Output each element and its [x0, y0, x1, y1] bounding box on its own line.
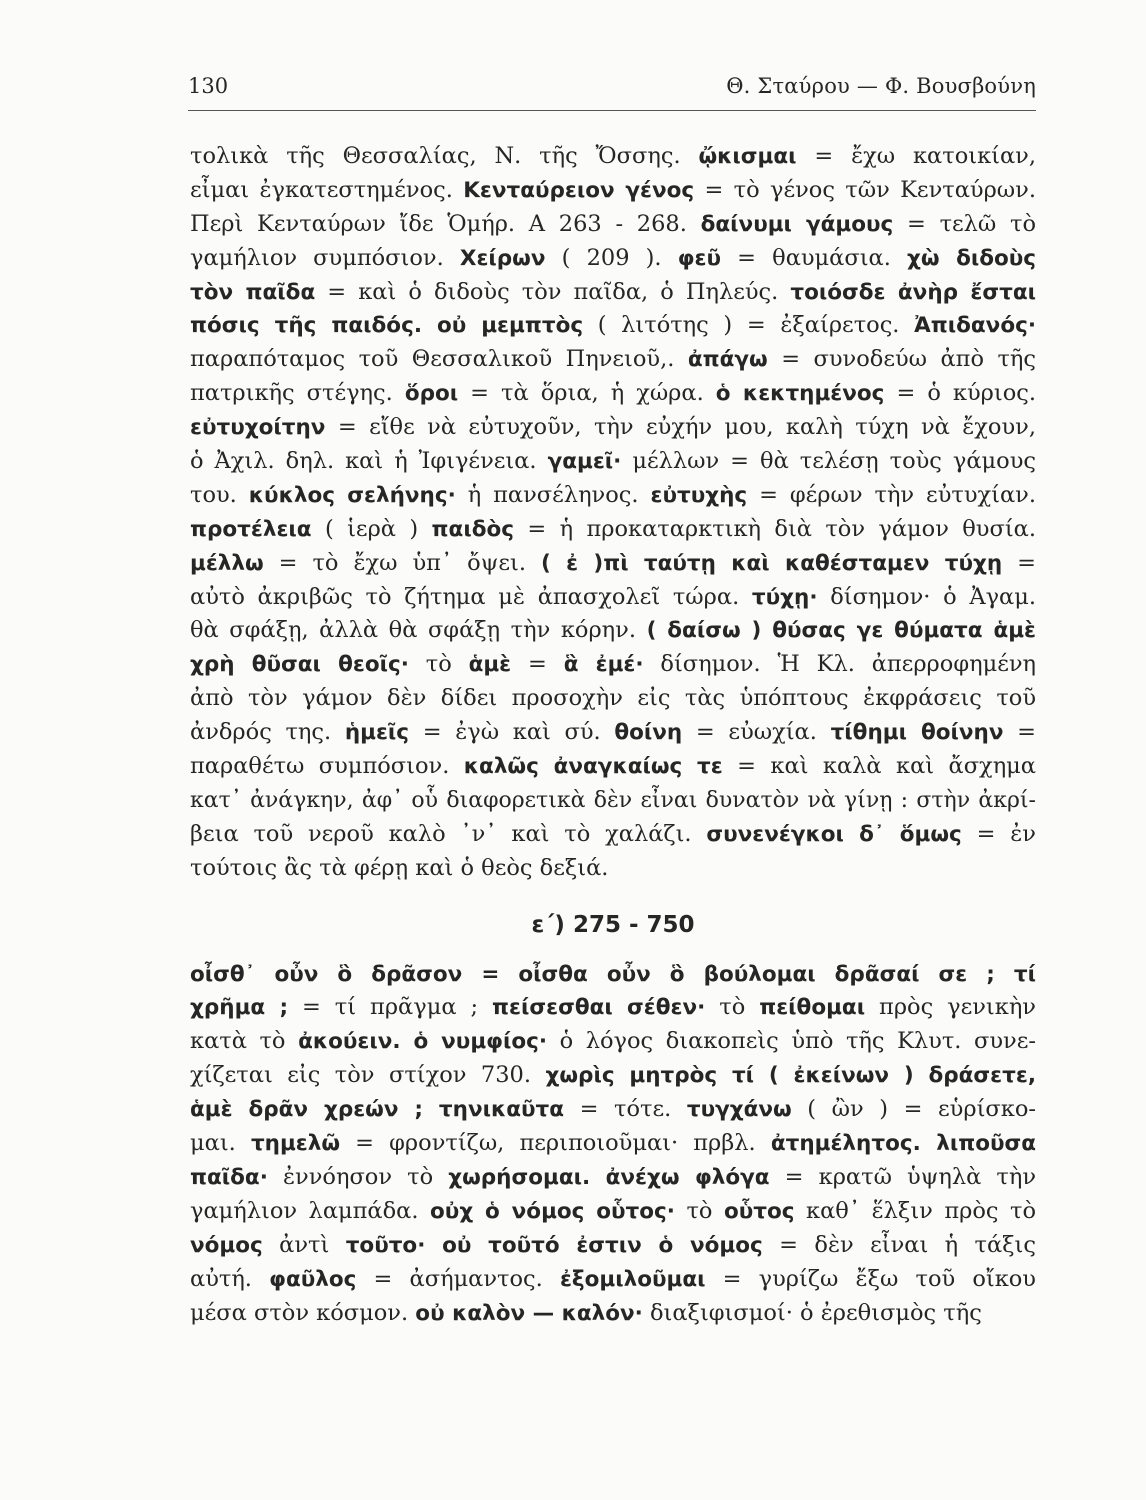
lemma-term: φαῦλος — [269, 1266, 357, 1292]
page-header — [188, 74, 1036, 102]
text-line — [190, 1093, 1036, 1127]
lemma-term: τοιόσδε ἀνὴρ ἔσται — [790, 279, 1036, 305]
gloss-text: δίσημον· ὁ Ἀγαμ. — [817, 583, 1037, 610]
gloss-text: μέσα στὸν κόσμον. — [190, 1299, 416, 1326]
lemma-term: χρῆμα ; — [190, 995, 289, 1021]
gloss-text: αὐτὸ ἀκριβῶς τὸ ζήτημα μὲ ἀπασχολεῖ τώρα. — [190, 583, 752, 610]
lemma-term: ὅροι — [404, 381, 459, 407]
text-line — [190, 140, 1036, 174]
lemma-term: φεῦ — [677, 245, 722, 271]
gloss-text: = καὶ ὁ διδοὺς τὸν παῖδα, ὁ Πηλεύς. — [315, 278, 791, 305]
page-number: 130 — [188, 74, 229, 98]
gloss-text: τολικὰ τῆς Θεσσαλίας, Ν. τῆς Ὄσσης. — [190, 143, 699, 169]
text-line — [190, 479, 1036, 513]
gloss-text: ἀντὶ — [262, 1231, 346, 1258]
gloss-text: ( 209 ). — [545, 244, 678, 271]
header-rule — [188, 110, 1036, 111]
text-line — [190, 1059, 1036, 1093]
gloss-text: ὁ λόγος διακοπεὶς ὑπὸ τῆς Κλυτ. συνε- — [547, 1028, 1036, 1055]
lemma-term: ἀτημέλητος. λιποῦσα — [770, 1131, 1037, 1157]
gloss-text: = τί πρᾶγμα ; — [288, 994, 493, 1021]
text-line — [190, 445, 1036, 479]
text-line — [190, 276, 1036, 310]
lemma-term: ἃ ἐμέ· — [563, 652, 644, 678]
gloss-text: χίζεται εἰς τὸν στίχον 730. — [190, 1062, 546, 1089]
lemma-term: τὸν παῖδα — [190, 279, 316, 305]
lemma-term: οὗτος — [723, 1198, 795, 1224]
lemma-term: παιδὸς — [431, 516, 514, 542]
text-line — [190, 513, 1036, 547]
gloss-text: ἐννόησον τὸ — [267, 1163, 449, 1190]
gloss-text: ( ὢν ) = εὑρίσκο- — [791, 1096, 1036, 1123]
gloss-text: = γυρίζω ἔξω τοῦ οἴκου — [705, 1265, 1036, 1292]
gloss-text: = — [1003, 719, 1036, 746]
lemma-term: εὐτυχὴς — [650, 482, 748, 508]
text-line — [190, 818, 1036, 852]
gloss-text: γαμήλιον συμπόσιον. — [190, 244, 460, 271]
gloss-text: διαξιφισμοί· ὁ ἐρεθισμὸς τῆς — [642, 1299, 982, 1326]
text-line — [190, 648, 1036, 682]
lemma-term: πείθομαι — [759, 995, 866, 1021]
lemma-term: ἀπάγω — [687, 347, 768, 373]
gloss-text: = ἔχω κατοικίαν, — [796, 143, 1036, 169]
running-head: Θ. Σταύρου — Φ. Βουσβούνη — [726, 74, 1036, 98]
gloss-text: εἶμαι ἐγκατεστημένος. — [190, 176, 464, 203]
text-line — [190, 343, 1036, 377]
gloss-text: = εἴθε νὰ εὐτυχοῦν, τὴν εὐχήν μου, καλὴ τύχη νὰ ἔχουν, — [325, 414, 1036, 441]
text-line — [190, 958, 1036, 992]
text-line — [190, 852, 1036, 886]
text-line — [190, 581, 1036, 615]
gloss-text: = καὶ καλὰ καὶ ἄσχημα — [722, 753, 1036, 780]
lemma-term: συνενέγκοι δ᾽ ὅμως — [706, 821, 962, 847]
text-line — [190, 991, 1036, 1025]
lemma-term: μέλλω — [190, 550, 264, 576]
gloss-text: παραπόταμος τοῦ Θεσσαλικοῦ Πηνειοῦ,. — [190, 346, 688, 373]
gloss-text: ( λιτότης ) = ἐξαίρετος. — [583, 312, 915, 339]
gloss-text: = συνοδεύω ἀπὸ τῆς — [767, 346, 1036, 373]
text-line — [190, 174, 1036, 208]
gloss-text: = ἐν — [961, 820, 1036, 847]
gloss-text: ἀπὸ τὸν γάμον δὲν δίδει προσοχὴν εἰς τὰς ὑπόπτους ἐκφράσεις τοῦ — [190, 685, 1036, 712]
text-line — [190, 1195, 1036, 1229]
lemma-term: ὁ κεκτημένος — [715, 381, 885, 407]
text-line — [190, 750, 1036, 784]
text-line — [190, 377, 1036, 411]
lemma-term: ( δαίσω ) θύσας γε θύματα ἁμὲ — [646, 618, 1036, 644]
text-line — [190, 1161, 1036, 1195]
text-line — [190, 614, 1036, 648]
text-line — [190, 716, 1036, 750]
gloss-text: κατὰ τὸ — [190, 1028, 299, 1055]
gloss-text: μαι. — [190, 1130, 251, 1157]
gloss-text: = τὸ γένος τῶν Κενταύρων. — [694, 176, 1036, 203]
gloss-text: τὸ — [408, 651, 469, 678]
text-line — [190, 682, 1036, 716]
lemma-term: τύχῃ· — [751, 584, 818, 610]
lemma-term: χρὴ θῦσαι θεοῖς· — [190, 652, 409, 678]
lemma-term: θοίνη — [614, 720, 683, 746]
gloss-text: = τότε. — [564, 1096, 687, 1123]
lemma-term: ἀκούειν. ὁ νυμφίος· — [298, 1029, 548, 1055]
gloss-text: = θαυμάσια. — [721, 244, 908, 271]
commentary-text — [190, 140, 1036, 1330]
lemma-term: οὐχ ὁ νόμος οὗτος· — [430, 1198, 675, 1224]
section-heading: ε΄) 275 - 750 — [531, 911, 695, 938]
gloss-text: ὁ Ἀχιλ. δηλ. καὶ ἡ Ἰφιγένεια. — [190, 448, 548, 475]
gloss-text: = ὁ κύριος. — [884, 380, 1036, 407]
gloss-text: βεια τοῦ νεροῦ καλὸ ᾽ν᾽ καὶ τὸ χαλάζι. — [190, 820, 707, 847]
gloss-text: δίσημον. Ἡ Κλ. ἀπερροφημένη — [643, 651, 1037, 678]
lemma-term: γαμεῖ· — [547, 449, 622, 475]
gloss-text: = ἡ προκαταρκτικὴ διὰ τὸν γάμον θυσία. — [514, 515, 1036, 542]
gloss-text: = τὰ ὅρια, ἡ χώρα. — [458, 380, 716, 407]
lemma-term: χὼ διδοὺς — [907, 245, 1037, 271]
text-line — [190, 1025, 1036, 1059]
gloss-text: = ἀσήμαντος. — [356, 1265, 560, 1292]
lemma-term: τυγχάνω — [686, 1097, 792, 1123]
gloss-text: = φέρων τὴν εὐτυχίαν. — [747, 481, 1036, 508]
lemma-term: χωρὶς μητρὸς τί ( ἐκείνων ) δράσετε, — [545, 1063, 1036, 1089]
lemma-term: πείσεσθαι σέθεν· — [492, 995, 706, 1021]
gloss-text: Περὶ Κενταύρων ἴδε Ὁμήρ. Α 263 - 268. — [190, 210, 701, 237]
gloss-text: = — [511, 651, 564, 678]
lemma-term: ἐξομιλοῦμαι — [559, 1266, 706, 1292]
text-line — [190, 1263, 1036, 1297]
lemma-term: Χείρων — [459, 245, 546, 271]
gloss-text: = τελῶ τὸ — [893, 210, 1036, 237]
lemma-term: κύκλος σελήνης· — [248, 482, 456, 508]
text-line — [190, 784, 1036, 818]
text-line — [190, 547, 1036, 581]
lemma-term: ᾤκισμαι — [698, 144, 797, 169]
gloss-text: = εὐωχία. — [682, 719, 831, 746]
gloss-text: θὰ σφάξῃ, ἀλλὰ θὰ σφάξῃ τὴν κόρην. — [190, 617, 647, 644]
lemma-term: προτέλεια — [190, 516, 312, 542]
text-line — [190, 1127, 1036, 1161]
text-line — [190, 242, 1036, 276]
gloss-text: πατρικῆς στέγης. — [190, 380, 405, 407]
lemma-term: δαίνυμι γάμους — [700, 211, 894, 237]
lemma-term: ( ἐ )πὶ ταύτῃ καὶ καθέσταμεν τύχῃ — [540, 550, 1003, 576]
gloss-text: = τὸ ἔχω ὑπ᾽ ὄψει. — [263, 549, 541, 576]
gloss-text: ἡ πανσέληνος. — [455, 481, 651, 508]
text-line — [190, 1297, 1036, 1331]
gloss-text: τὸ — [674, 1197, 724, 1224]
lemma-term: ἁμὲ δρᾶν χρεών ; τηνικαῦτα — [190, 1097, 565, 1123]
lemma-term: παῖδα· — [190, 1164, 268, 1190]
commentary-block-2 — [190, 958, 1036, 1331]
gloss-text: τούτοις ἂς τὰ φέρῃ καὶ ὁ θεὸς δεξιά. — [190, 854, 609, 881]
gloss-text: = δὲν εἶναι ἡ τάξις — [762, 1231, 1036, 1258]
gloss-text: τὸ — [705, 994, 760, 1021]
lemma-term: πόσις τῆς παιδός. οὐ μεμπτὸς — [190, 313, 584, 339]
gloss-text: παραθέτω συμπόσιον. — [190, 753, 464, 780]
text-line — [190, 208, 1036, 242]
gloss-text: = κρατῶ ὑψηλὰ τὴν — [769, 1163, 1036, 1190]
gloss-text: ἀνδρός της. — [190, 719, 345, 746]
lemma-term: οὐ καλὸν — καλόν· — [415, 1300, 643, 1326]
lemma-term: τίθημι θοίνην — [830, 720, 1004, 746]
gloss-text: γαμήλιον λαμπάδα. — [190, 1197, 431, 1224]
gloss-text: κατ᾽ ἀνάγκην, ἀφ᾽ οὗ διαφορετικὰ δὲν εἶναι δυνατὸν νὰ γίνῃ : στὴν ἀκρί- — [190, 787, 1036, 813]
commentary-block-1 — [190, 140, 1036, 886]
lemma-term: καλῶς ἀναγκαίως τε — [463, 754, 723, 780]
lemma-term: ἡμεῖς — [344, 720, 410, 746]
lemma-term: Ἀπιδανός· — [914, 313, 1037, 339]
text-line — [190, 411, 1036, 445]
lemma-term: ἁμὲ — [468, 652, 512, 678]
lemma-term: εὐτυχοίτην — [190, 415, 326, 441]
gloss-text: μέλλων = θὰ τελέσῃ τοὺς γάμους — [621, 448, 1036, 475]
lemma-term: τοῦτο· οὐ τοῦτό ἐστιν ὁ νόμος — [345, 1232, 763, 1258]
lemma-term: χωρήσομαι. ἀνέχω φλόγα — [448, 1164, 770, 1190]
gloss-text: ( ἱερὰ ) — [311, 515, 432, 542]
lemma-term: οἶσθ᾽ οὖν ὃ δρᾶσον = οἶσθα οὖν ὃ βούλομαι δρᾶσαί σε ; τί — [190, 961, 1036, 987]
gloss-text: = φροντίζω, περιποιοῦμαι· πρβλ. — [340, 1130, 771, 1157]
lemma-term: Κενταύρειον γένος — [463, 177, 695, 203]
gloss-text: = — [1002, 549, 1036, 576]
text-line — [190, 309, 1036, 343]
lemma-term: νόμος — [190, 1232, 263, 1258]
text-line — [190, 1229, 1036, 1263]
gloss-text: πρὸς γενικὴν — [865, 994, 1036, 1021]
gloss-text: του. — [190, 481, 249, 508]
gloss-text: = ἐγὼ καὶ σύ. — [409, 719, 615, 746]
lemma-term: τημελῶ — [250, 1131, 341, 1157]
gloss-text: αὐτή. — [190, 1265, 270, 1292]
gloss-text: καθ᾽ ἕλξιν πρὸς τὸ — [794, 1197, 1036, 1224]
